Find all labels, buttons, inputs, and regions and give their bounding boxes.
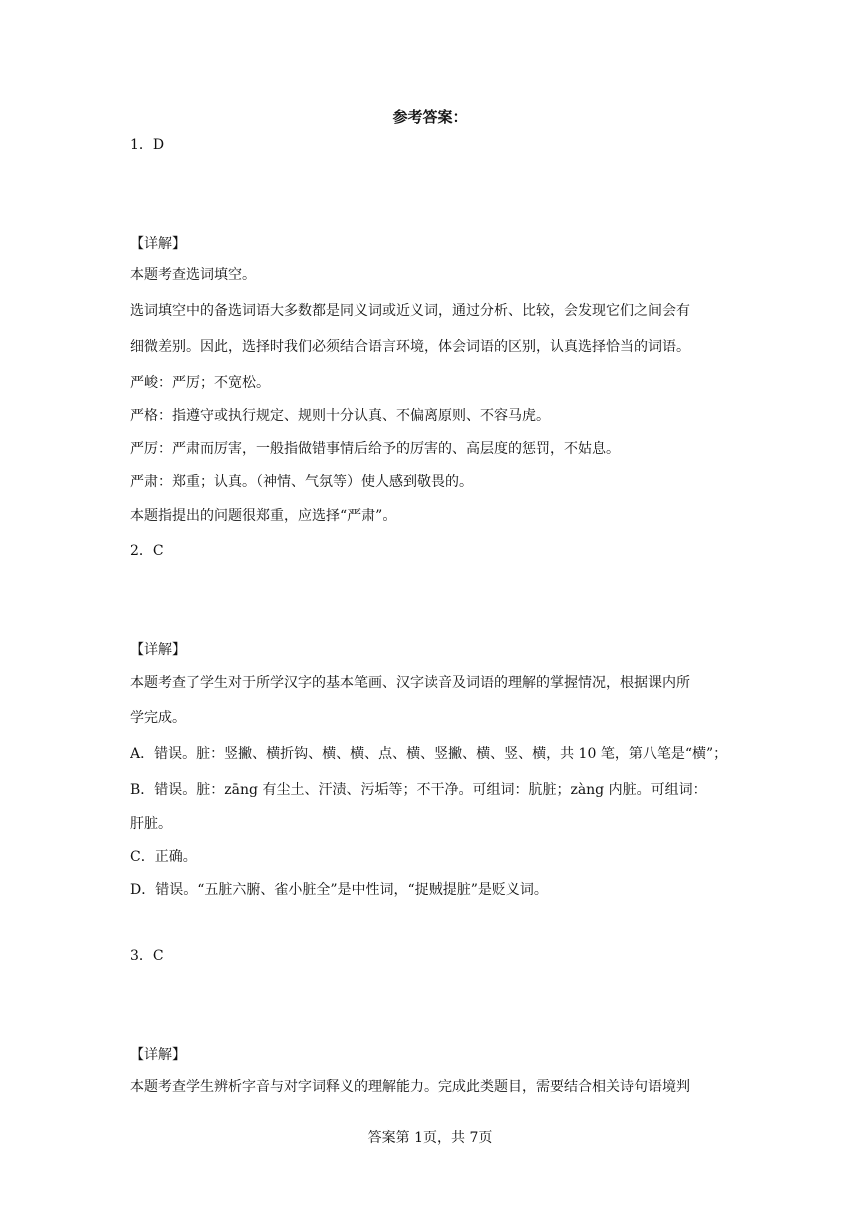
- page-title: 参考答案：: [392, 108, 468, 126]
- q1-line: 严肃：郑重；认真。（神情、气氛等）使人感到敬畏的。: [130, 474, 473, 490]
- q2-line: 学完成。: [130, 710, 186, 726]
- q2-line: D．错误。“五脏六腑、雀小脏全”是中性词，“捉贼提脏”是贬义词。: [130, 882, 548, 898]
- q3-detail-label: 【详解】: [130, 1047, 186, 1063]
- q3-line: 本题考查学生辨析字音与对字词释义的理解能力。完成此类题目，需要结合相关诗句语境判: [130, 1079, 690, 1095]
- q1-line: 细微差别。因此，选择时我们必须结合语言环境，体会词语的区别，认真选择恰当的词语。: [130, 339, 690, 355]
- q1-line: 本题指提出的问题很郑重，应选择“严肃”。: [130, 508, 397, 524]
- q1-answer: 1．D: [130, 137, 165, 153]
- q2-answer: 2．C: [130, 543, 164, 559]
- q1-line: 选词填空中的备选词语大多数都是同义词或近义词，通过分析、比较，会发现它们之间会有: [130, 303, 690, 319]
- q2-line: A．错误。脏：竖撇、横折钩、横、横、点、横、竖撇、横、竖、横，共 10 笔，第八笔是“横”；: [130, 746, 728, 762]
- q1-detail-label: 【详解】: [130, 236, 186, 252]
- q1-line: 严厉：严肃而厉害，一般指做错事情后给予的厉害的、高层度的惩罚，不姑息。: [130, 441, 620, 457]
- q3-answer: 3．C: [130, 948, 164, 964]
- q1-line: 严格：指遵守或执行规定、规则十分认真、不偏离原则、不容马虎。: [130, 408, 550, 424]
- q2-line: B．错误。脏：zāng 有尘土、汗渍、污垢等；不干净。可组词：肮脏；zàng 内脏。可组词：: [130, 782, 707, 798]
- q1-line: 严峻：严厉；不宽松。: [130, 375, 270, 391]
- q2-line: 本题考查了学生对于所学汉字的基本笔画、汉字读音及词语的理解的掌握情况，根据课内所: [130, 675, 690, 691]
- q2-line: C．正确。: [130, 849, 197, 865]
- q2-detail-label: 【详解】: [130, 642, 186, 658]
- page-footer: 答案第 1页，共 7页: [367, 1130, 493, 1146]
- q1-line: 本题考查选词填空。: [130, 267, 256, 283]
- q2-line: 肝脏。: [130, 816, 172, 832]
